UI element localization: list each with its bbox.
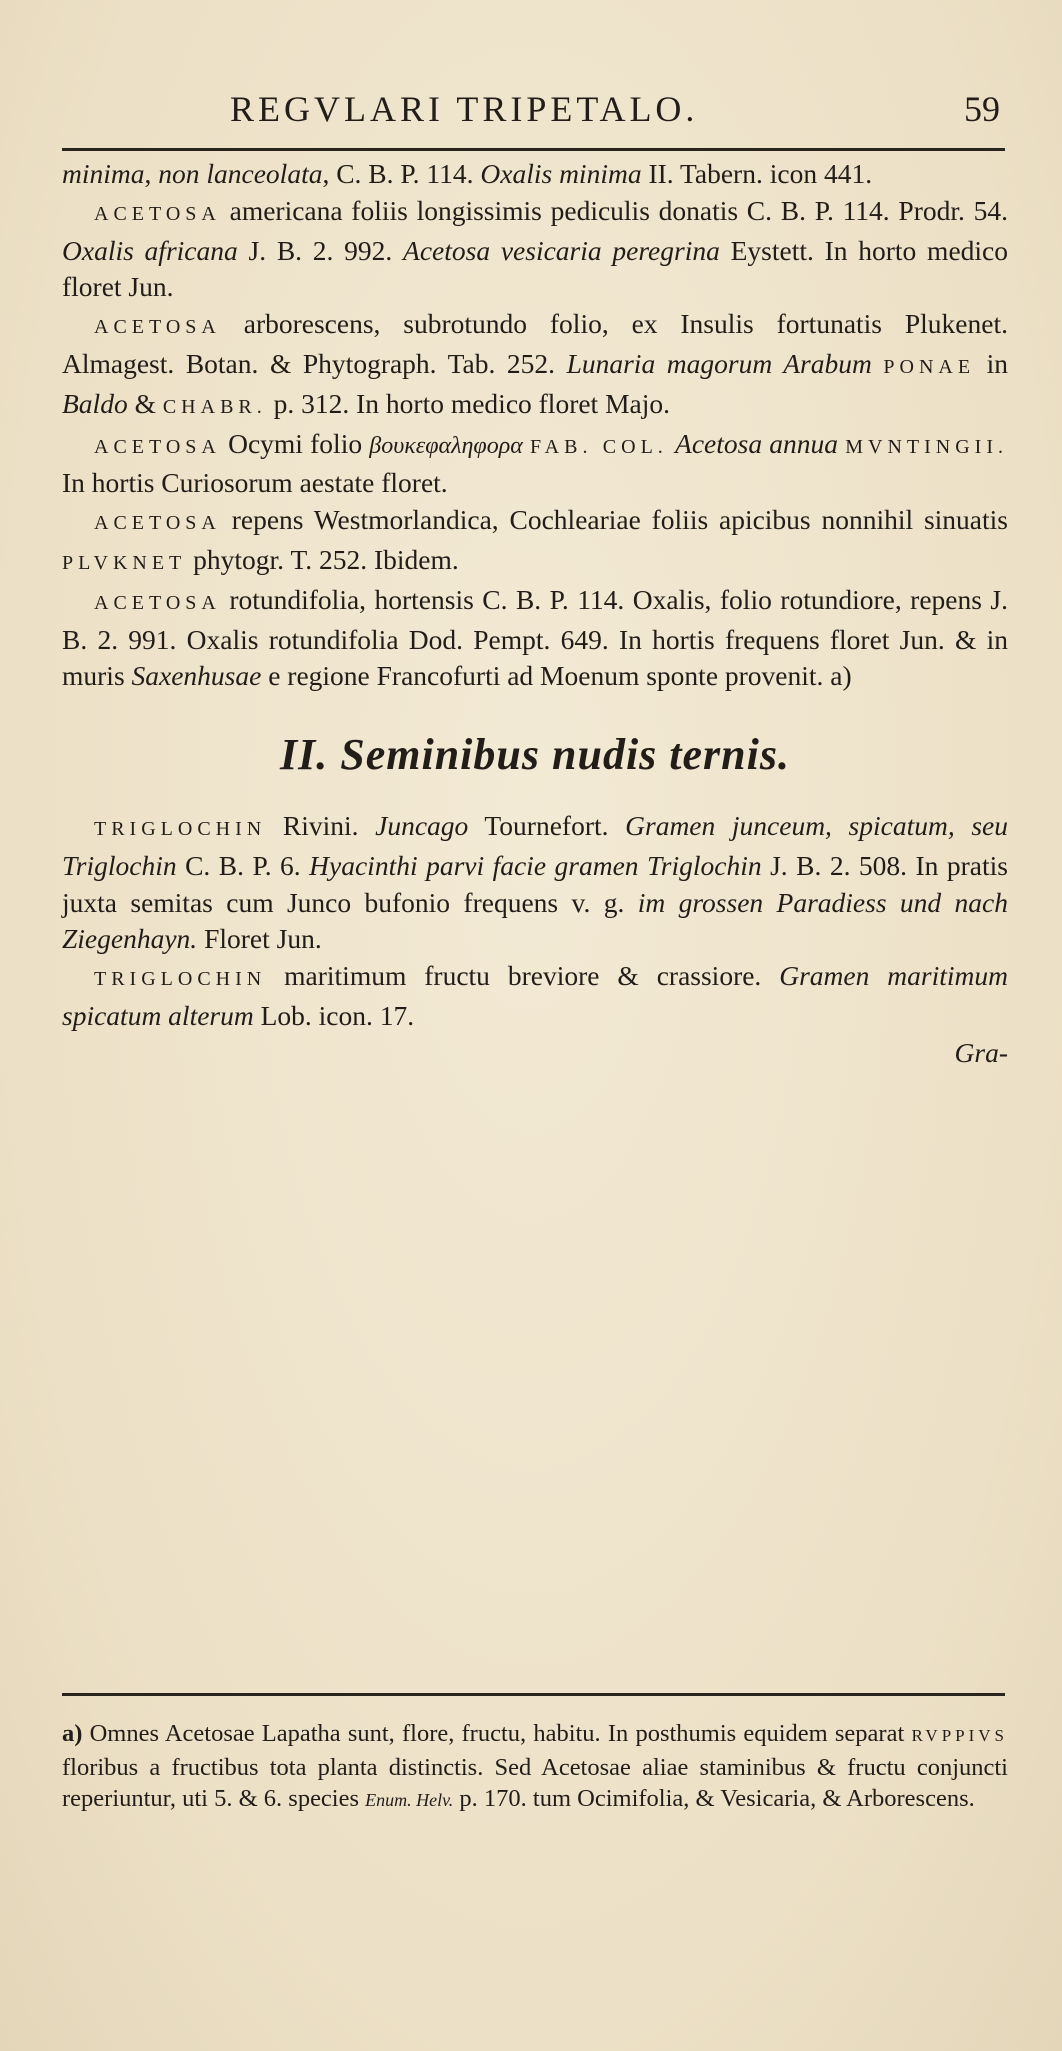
text-run: C. B. P. 6. [176,849,310,881]
author-name: MVNTINGII. [845,435,1009,458]
text-run: Hyacinthi parvi facie gramen Triglochin [309,849,762,881]
author-name: FAB. COL. [530,435,668,458]
text-run [523,428,530,459]
text-run: maritimum fructu breviore & crassiore. [266,960,780,992]
author-name: PLVKNET [62,551,187,574]
text-run: repens Westmorlandica, Cochleariae foliis apicibus nonnihil sinuatis [220,504,1008,536]
text-run [872,348,884,379]
text-run: floribus a fructibus tota planta distinctis. Sed Acetosae aliae staminibus & fructu conjuncti reperiuntur, uti 5. & 6. species [62,1753,1008,1812]
text-run: Ocymi folio [220,427,370,459]
paragraph-acetosa-rotundifolia [62,582,1008,695]
text-run: phytogr. T. 252. Ibidem. [186,543,459,575]
text-run: J. B. 2. 992. [237,234,404,266]
text-run [668,428,675,459]
page-header [160,88,1000,134]
text-run: II. Tabern. icon 441. [641,158,873,189]
text-run: americana foliis longissimis pediculis donatis C. B. P. 114. Prodr. 54. [220,194,1008,226]
entry-keyword: TRIGLOCHIN [94,968,267,991]
text-run: non lanceolata [158,158,323,189]
text-run: rotundifolia, hortensis C. B. P. 114. Oxalis, folio rotundiore, repens J. B. 2. 991. Oxalis rotundifolia Dod. Pempt. 649. In hortis frequens floret Jun. & in muris [62,583,1008,692]
text-run: Omnes Acetosae Lapatha sunt, flore, fructu, habitu. In posthumis equidem separat [82,1720,912,1747]
text-run: Eystett. In horto medico floret Jun. [62,234,1008,303]
text-run: , C. B. P. 114. [322,158,481,189]
text-run: minima [62,158,145,189]
text-run: Gramen maritimum spicatum alterum [62,960,1008,1031]
author-name: RVPPIVS [911,1726,1008,1745]
text-run: p. 312. In horto medico floret Majo. [266,387,670,419]
text-run: , [144,158,159,189]
paragraph-acetosa-ocymi [62,426,1008,503]
paragraph-oxalis-minima [62,156,1008,193]
text-run: e regione Francofurti ad Moenum sponte provenit. a) [261,660,852,692]
footnote-marker: a) [62,1720,83,1747]
text-run: Enum. Helv. [365,1790,454,1810]
footnote-rule [62,1693,1005,1696]
header-rule [62,148,1005,151]
author-name: CHABR. [162,395,267,418]
catchword: Gra- [954,1036,1008,1068]
text-run: Gramen junceum, spicatum, seu Triglochin [62,809,1009,881]
text-run: & [127,387,163,419]
text-run: Saxenhusae [131,660,262,692]
text-run: p. 170. tum Ocimifolia, & Vesicaria, & Arborescens. [453,1785,975,1812]
paragraph-acetosa-americana [62,193,1008,306]
paragraph-triglochin-maritimum [62,958,1008,1035]
paragraph-triglochin-rivini [62,808,1008,958]
text-run: Oxalis africana [62,234,238,266]
text-run: im grossen Paradiess und nach Ziegenhayn. [62,886,1009,955]
text-run: arborescens, subrotundo folio, ex Insulis fortunatis Plukenet. Almagest. Botan. & Phytograph. Tab. 252. [62,308,1008,379]
footnote-paragraph [62,1718,1008,1817]
greek-text: βουκεφαληφορα [369,432,523,459]
text-run: Oxalis minima [480,158,642,189]
text-run: Lob. icon. 17. [253,999,415,1031]
footnote [62,1718,1008,1817]
paragraph-acetosa-repens [62,502,1008,582]
text-run: Tournefort. [468,809,626,841]
author-name: PONAE [883,355,976,378]
main-text [62,156,1008,1072]
text-run: in [975,347,1009,379]
text-run: Lunaria magorum Arabum [566,347,872,379]
text-run: Acetosa annua [675,427,839,459]
entry-keyword: ACETOSA [94,202,221,225]
text-run: In hortis Curiosorum aestate floret. [62,467,448,499]
page-number: 59 [964,89,1000,129]
section-heading: II. Seminibus nudis ternis. [280,730,790,780]
paragraph-acetosa-arborescens [62,306,1008,425]
entry-keyword: ACETOSA [94,591,221,614]
text-run: J. B. 2. 508. In pratis juxta semitas cum Junco bufonio frequens v. g. [62,849,1008,918]
entry-keyword: ACETOSA [94,435,221,458]
running-title: REGVLARI TRIPETALO. [230,89,699,129]
entry-keyword: ACETOSA [94,512,221,535]
entry-keyword: ACETOSA [94,316,221,339]
entry-keyword: TRIGLOCHIN [94,817,267,840]
text-run: Rivini. [266,809,376,841]
text-run: Acetosa vesicaria peregrina [403,234,720,266]
text-run: Baldo [62,387,128,419]
text-run: Juncago [375,809,469,841]
text-run: Floret Jun. [197,923,322,955]
